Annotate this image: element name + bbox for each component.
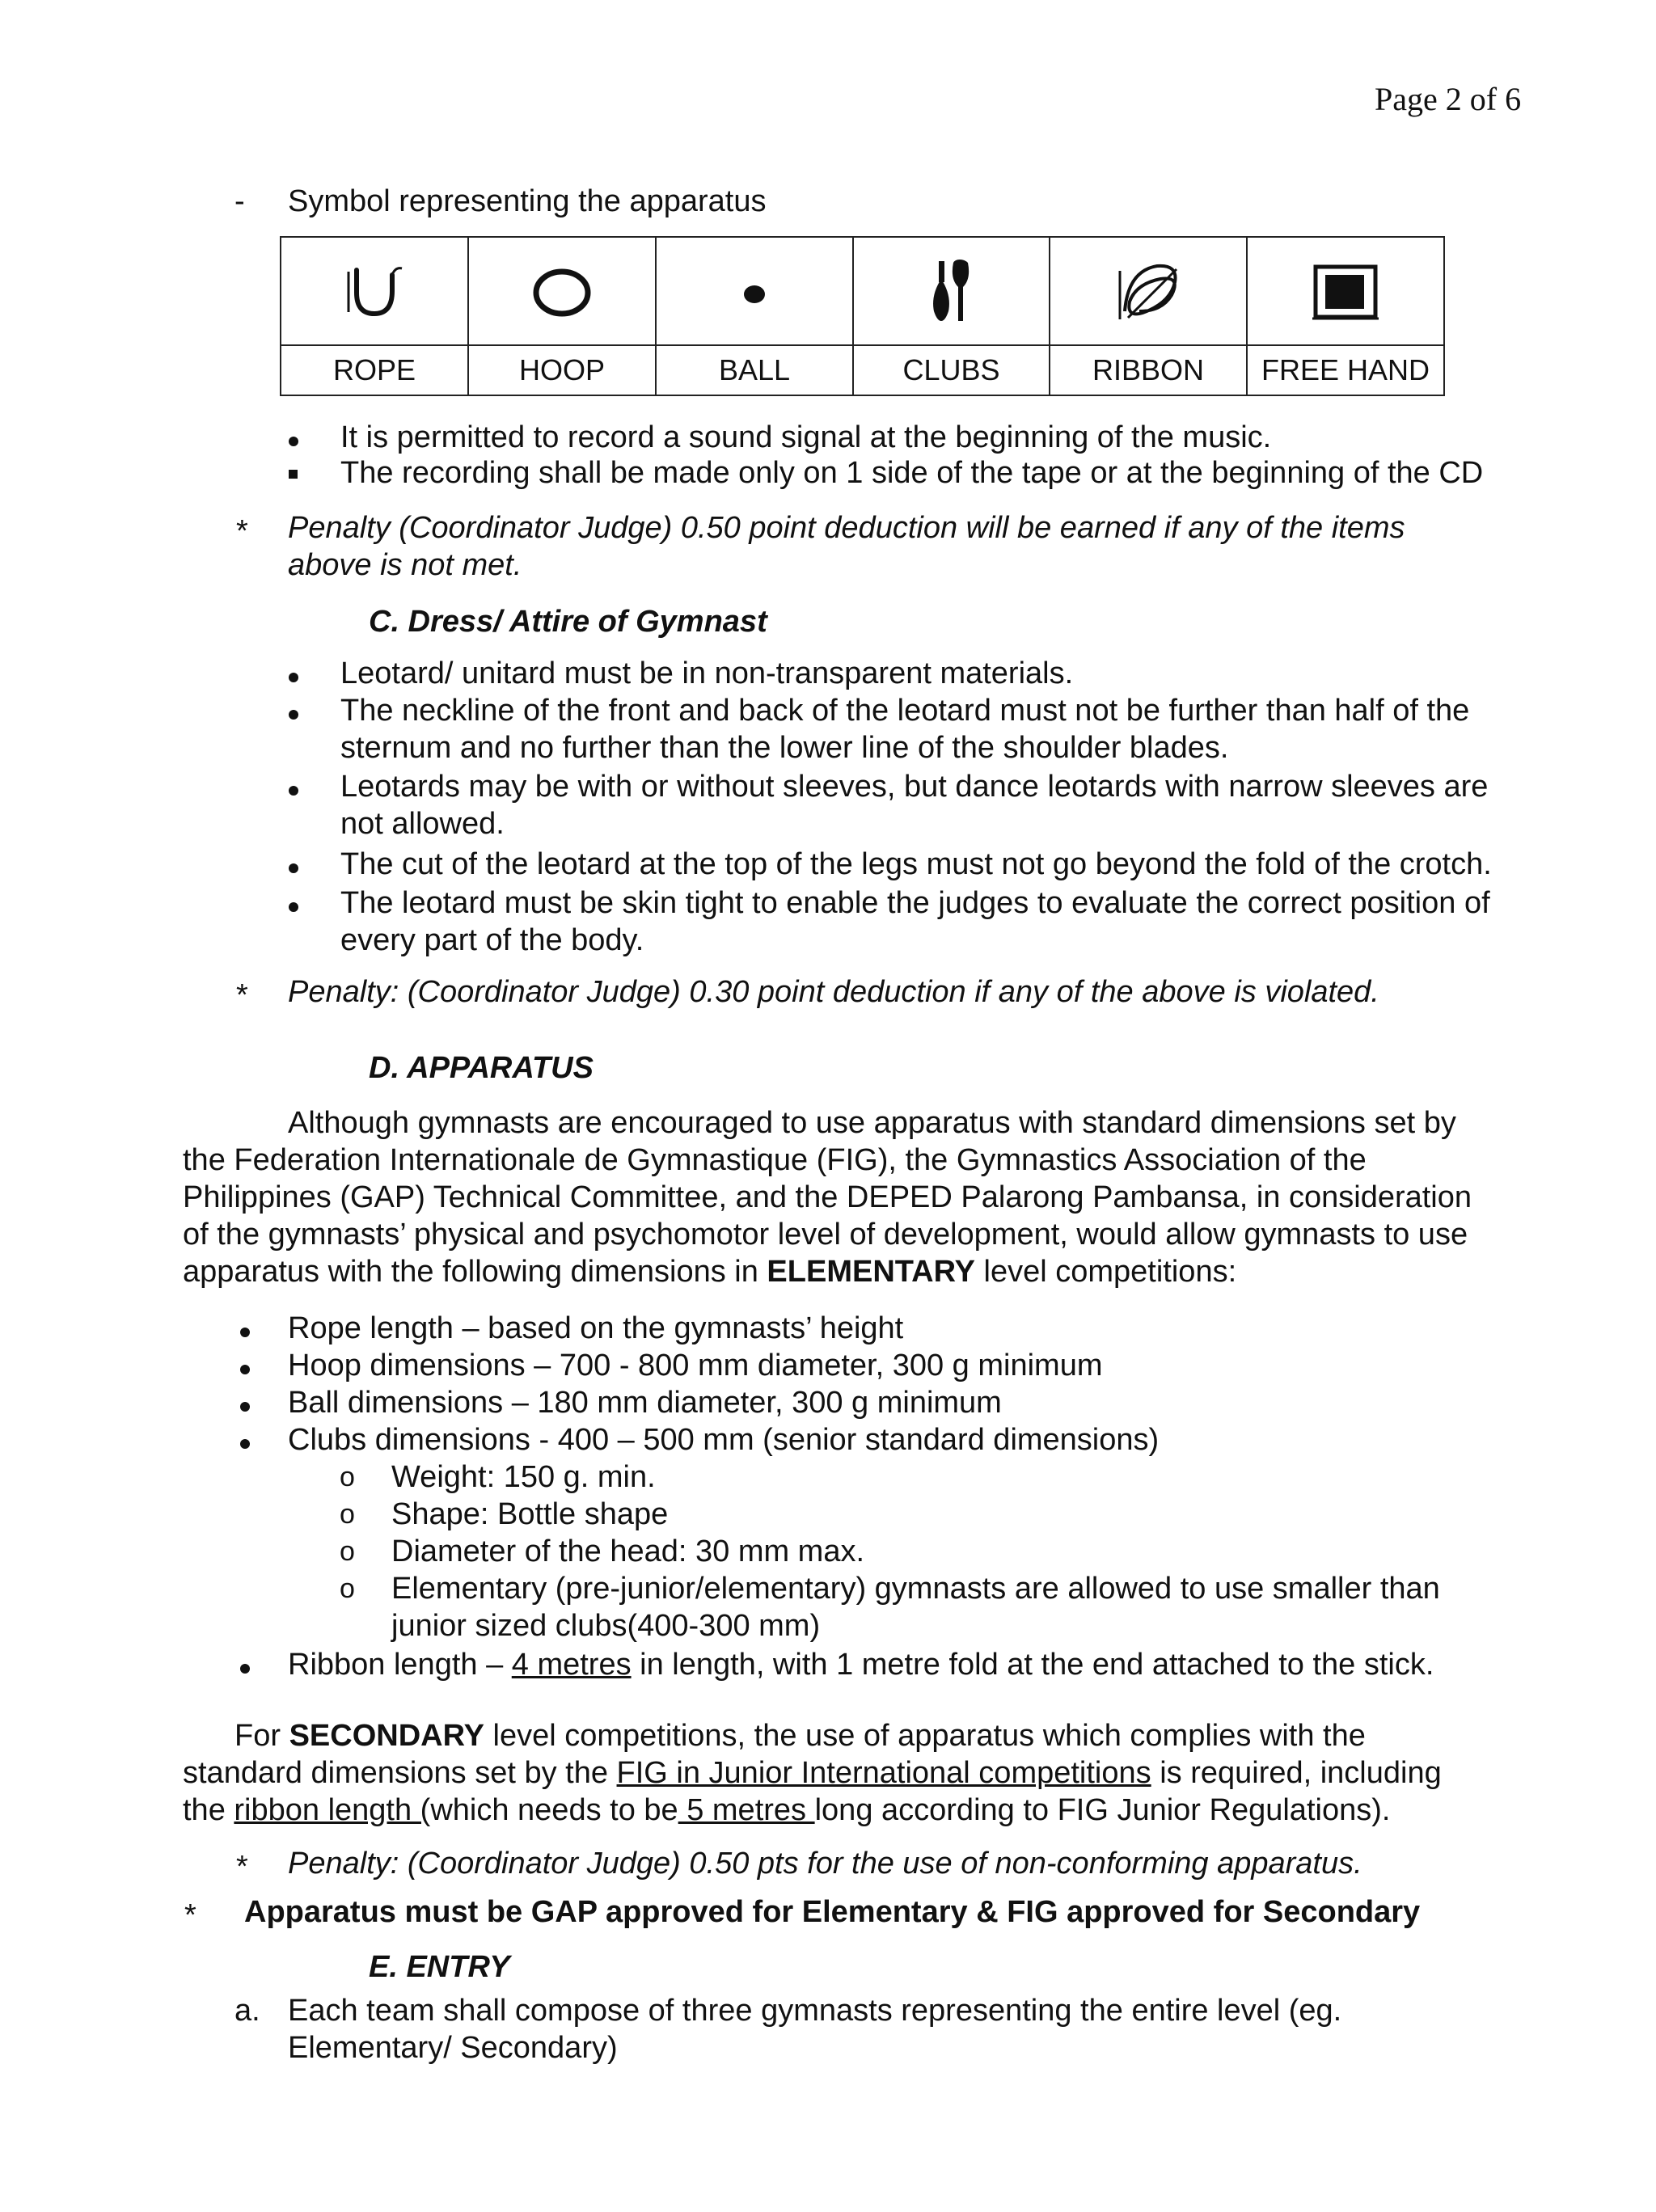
free-hand-icon xyxy=(1301,259,1390,323)
clubs-sub-item: Diameter of the head: 30 mm max. xyxy=(391,1534,865,1568)
bullet-dot xyxy=(240,1439,250,1449)
sub-bullet-marker: o xyxy=(340,1536,355,1567)
ball-icon xyxy=(714,259,795,323)
dimension-item: Hoop dimensions – 700 - 800 mm diameter, 300 g minimum xyxy=(288,1349,1103,1382)
sub-bullet-marker: o xyxy=(340,1499,355,1530)
section-c-penalty: Penalty: (Coordinator Judge) 0.30 point deduction if any of the above is violated. xyxy=(288,975,1379,1009)
entry-item-marker: a. xyxy=(234,1994,260,2028)
apparatus-paragraph-line: of the gymnasts’ physical and psychomotor level of development, would allow gymnasts to use xyxy=(183,1218,1468,1252)
bullet-dot xyxy=(289,902,298,912)
dress-rule-cont: every part of the body. xyxy=(340,923,644,957)
dress-rule-cont: not allowed. xyxy=(340,807,505,841)
bullet-dot xyxy=(289,786,298,796)
page-number: Page 2 of 6 xyxy=(1375,81,1522,117)
sub-bullet-marker: o xyxy=(340,1462,355,1492)
symbol-label: RIBBON xyxy=(1050,345,1247,395)
apparatus-paragraph-line: Although gymnasts are encouraged to use apparatus with standard dimensions set by xyxy=(288,1106,1456,1140)
secondary-paragraph-line: standard dimensions set by the FIG in Junior International competitions is required, including xyxy=(183,1756,1442,1790)
dress-rule: The cut of the leotard at the top of the legs must not go beyond the fold of the crotch. xyxy=(340,847,1492,881)
section-e-heading: E. ENTRY xyxy=(369,1950,510,1984)
dimension-item: Ball dimensions – 180 mm diameter, 300 g minimum xyxy=(288,1386,1002,1420)
symbol-cell xyxy=(656,237,853,345)
ribbon-icon xyxy=(1104,255,1193,327)
bullet-dot xyxy=(240,1664,250,1674)
symbol-label: HOOP xyxy=(468,345,656,395)
apparatus-paragraph-line: Philippines (GAP) Technical Committee, and the DEPED Palarong Pambansa, in consideration xyxy=(183,1180,1472,1214)
section-d-penalty: Penalty: (Coordinator Judge) 0.50 pts for the use of non-conforming apparatus. xyxy=(288,1847,1362,1881)
clubs-sub-item: Weight: 150 g. min. xyxy=(391,1460,656,1494)
apparatus-paragraph-line: apparatus with the following dimensions in ELEMENTARY level competitions: xyxy=(183,1255,1237,1289)
dress-rule: Leotards may be with or without sleeves, but dance leotards with narrow sleeves are xyxy=(340,770,1489,804)
star-marker: * xyxy=(236,1850,248,1884)
bullet-dot xyxy=(289,863,298,873)
symbol-label: BALL xyxy=(656,345,853,395)
bullet-square xyxy=(289,470,298,479)
bullet-dot xyxy=(289,710,298,720)
sub-bullet-marker: o xyxy=(340,1573,355,1604)
secondary-emphasis: SECONDARY xyxy=(289,1719,484,1753)
dress-rule: The neckline of the front and back of the leotard must not be further than half of the xyxy=(340,694,1470,728)
dimension-item: Rope length – based on the gymnasts’ height xyxy=(288,1311,904,1345)
star-marker: * xyxy=(184,1898,196,1932)
secondary-paragraph-line: the ribbon length (which needs to be 5 metres long according to FIG Junior Regulations). xyxy=(183,1793,1391,1827)
section-c-heading: C. Dress/ Attire of Gymnast xyxy=(369,605,767,639)
bullet-dot xyxy=(240,1402,250,1412)
symbol-cell xyxy=(281,237,468,345)
entry-item: Each team shall compose of three gymnasts representing the entire level (eg. xyxy=(288,1994,1342,2028)
list-marker: - xyxy=(234,184,245,218)
symbol-label: ROPE xyxy=(281,345,468,395)
symbol-label: FREE HAND xyxy=(1247,345,1444,395)
apparatus-paragraph-line: the Federation Internationale de Gymnastique (FIG), the Gymnastics Association of the xyxy=(183,1143,1367,1177)
penalty-music-line: Penalty (Coordinator Judge) 0.50 point deduction will be earned if any of the items xyxy=(288,511,1405,545)
symbol-cell xyxy=(468,237,656,345)
symbol-label: CLUBS xyxy=(853,345,1050,395)
star-marker: * xyxy=(236,978,248,1012)
hoop-icon xyxy=(522,259,602,323)
approval-note: Apparatus must be GAP approved for Elementary & FIG approved for Secondary xyxy=(244,1895,1421,1929)
music-note: It is permitted to record a sound signal at the beginning of the music. xyxy=(340,420,1272,454)
bullet-dot xyxy=(289,437,298,446)
symbol-cell xyxy=(853,237,1050,345)
bullet-dot xyxy=(240,1365,250,1374)
symbol-cell xyxy=(1247,237,1444,345)
music-note: The recording shall be made only on 1 side of the tape or at the beginning of the CD xyxy=(340,456,1484,490)
clubs-sub-item-cont: junior sized clubs(400-300 mm) xyxy=(391,1609,821,1643)
apparatus-symbol-table xyxy=(280,236,1445,396)
clubs-sub-item: Shape: Bottle shape xyxy=(391,1497,669,1531)
clubs-sub-item: Elementary (pre-junior/elementary) gymnasts are allowed to use smaller than xyxy=(391,1572,1440,1606)
penalty-music-line: above is not met. xyxy=(288,548,522,582)
dress-rule-cont: sternum and no further than the lower line of the shoulder blades. xyxy=(340,731,1229,765)
secondary-paragraph-line: For SECONDARY level competitions, the use of apparatus which complies with the xyxy=(234,1719,1366,1753)
star-marker: * xyxy=(236,514,248,548)
dress-rule: Leotard/ unitard must be in non-transparent materials. xyxy=(340,656,1074,690)
dimension-item: Clubs dimensions - 400 – 500 mm (senior standard dimensions) xyxy=(288,1423,1160,1457)
dress-rule: The leotard must be skin tight to enable the judges to evaluate the correct position of xyxy=(340,886,1490,920)
symbol-intro-text: Symbol representing the apparatus xyxy=(288,184,767,218)
entry-item-cont: Elementary/ Secondary) xyxy=(288,2031,618,2065)
ribbon-length-item: Ribbon length – 4 metres in length, with 1 metre fold at the end attached to the stick. xyxy=(288,1648,1434,1682)
clubs-icon xyxy=(911,255,992,327)
section-d-heading: D. APPARATUS xyxy=(369,1051,594,1085)
rope-icon xyxy=(334,259,415,323)
bullet-dot xyxy=(240,1328,250,1337)
elementary-emphasis: ELEMENTARY xyxy=(767,1255,975,1289)
symbol-cell xyxy=(1050,237,1247,345)
bullet-dot xyxy=(289,673,298,682)
